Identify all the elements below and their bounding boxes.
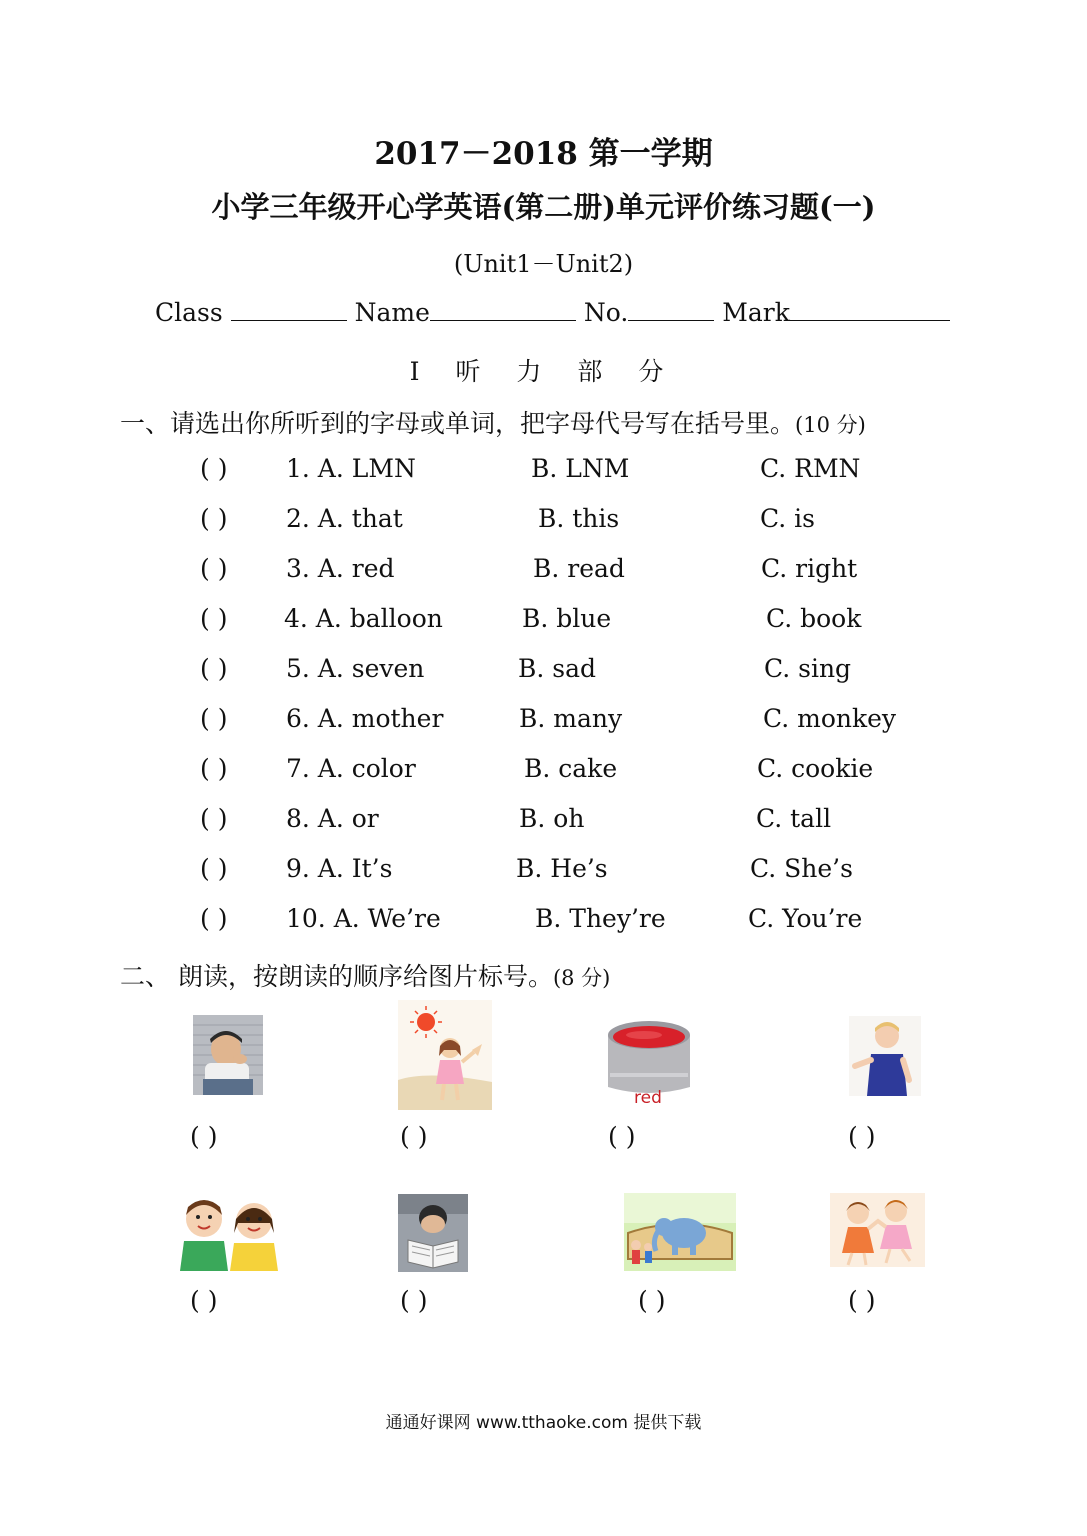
option-c: C. RMN [760, 454, 861, 483]
answer-paren[interactable]: ( ) [200, 504, 228, 533]
listening-section-title: I 听 力 部 分 [409, 357, 678, 386]
answer-paren[interactable]: ( ) [200, 654, 228, 683]
answer-paren[interactable]: ( ) [200, 854, 228, 883]
option-c: C. You’re [748, 904, 863, 933]
question-two-text: 二、 朗读，按朗读的顺序给图片标号。 [120, 962, 553, 991]
answer-paren[interactable]: ( ) [638, 1286, 666, 1315]
red-paint-can-picture [604, 1015, 694, 1110]
question-row [0, 604, 1087, 644]
option-a: 10. A. We’re [286, 904, 441, 933]
option-a: 9. A. It’s [286, 854, 393, 883]
question-row [0, 554, 1087, 594]
question-row [0, 804, 1087, 844]
option-c: C. tall [756, 804, 832, 833]
question-row [0, 654, 1087, 694]
question-two-points: (8 分) [552, 966, 611, 990]
answer-paren[interactable]: ( ) [200, 704, 228, 733]
option-b: B. cake [524, 754, 618, 783]
option-a: 7. A. color [286, 754, 416, 783]
question-one-points: (10 分) [795, 413, 866, 437]
mark-blank[interactable] [790, 298, 950, 321]
option-b: B. read [533, 554, 625, 583]
mark-label: Mark [722, 298, 790, 327]
student-info-line [155, 298, 950, 327]
pointing-boy-picture [849, 1016, 921, 1096]
class-label: Class [155, 298, 223, 327]
elephant-zoo-picture [624, 1193, 736, 1271]
question-row [0, 504, 1087, 544]
question-row [0, 454, 1087, 494]
reading-boy-picture [398, 1194, 468, 1272]
unit-range: (Unit1－Unit2) [453, 250, 634, 278]
option-a: 1. A. LMN [286, 454, 416, 483]
option-c: C. book [766, 604, 862, 633]
question-row [0, 854, 1087, 894]
option-a: 3. A. red [286, 554, 395, 583]
option-b: B. blue [522, 604, 612, 633]
footer-source: 通通好课网 www.tthaoke.com 提供下载 [385, 1413, 702, 1433]
answer-paren[interactable]: ( ) [848, 1122, 876, 1151]
question-row [0, 754, 1087, 794]
answer-paren[interactable]: ( ) [200, 804, 228, 833]
question-one-heading [120, 404, 866, 440]
option-b: B. He’s [516, 854, 608, 883]
option-b: B. LNM [531, 454, 630, 483]
question-one-text: 一、请选出你所听到的字母或单词，把字母代号写在括号里。 [120, 409, 796, 438]
option-c: C. right [761, 554, 858, 583]
answer-paren[interactable]: ( ) [190, 1122, 218, 1151]
option-b: B. many [519, 704, 623, 733]
answer-paren[interactable]: ( ) [200, 904, 228, 933]
question-row [0, 904, 1087, 944]
option-b: B. They’re [535, 904, 666, 933]
answer-paren[interactable]: ( ) [200, 454, 228, 483]
answer-paren[interactable]: ( ) [200, 554, 228, 583]
option-a: 2. A. that [286, 504, 403, 533]
class-blank[interactable] [231, 298, 347, 321]
option-b: B. oh [519, 804, 585, 833]
option-b: B. sad [518, 654, 597, 683]
name-blank[interactable] [430, 298, 576, 321]
red-label: red [634, 1088, 662, 1108]
option-a: 6. A. mother [286, 704, 444, 733]
option-c: C. monkey [763, 704, 897, 733]
option-a: 8. A. or [286, 804, 379, 833]
answer-paren[interactable]: ( ) [608, 1122, 636, 1151]
answer-paren[interactable]: ( ) [200, 754, 228, 783]
no-label: No. [583, 298, 629, 327]
exam-title: 小学三年级开心学英语(第二册)单元评价练习题(一) [211, 190, 876, 224]
option-c: C. She’s [750, 854, 853, 883]
option-c: C. cookie [757, 754, 874, 783]
question-two-heading [120, 957, 610, 993]
sad-boy-picture [193, 1015, 263, 1095]
option-a: 5. A. seven [286, 654, 425, 683]
no-blank[interactable] [628, 298, 714, 321]
two-girls-dancing-picture [830, 1193, 925, 1267]
term-title: 2017－2018 第一学期 [374, 136, 713, 172]
two-kids-talking-picture [174, 1193, 286, 1271]
name-label: Name [354, 298, 430, 327]
option-c: C. is [760, 504, 815, 533]
answer-paren[interactable]: ( ) [200, 604, 228, 633]
question-row [0, 704, 1087, 744]
option-c: C. sing [764, 654, 852, 683]
option-b: B. this [538, 504, 620, 533]
answer-paren[interactable]: ( ) [190, 1286, 218, 1315]
answer-paren[interactable]: ( ) [400, 1122, 428, 1151]
answer-paren[interactable]: ( ) [400, 1286, 428, 1315]
option-a: 4. A. balloon [284, 604, 443, 633]
hot-girl-picture [398, 1000, 492, 1110]
answer-paren[interactable]: ( ) [848, 1286, 876, 1315]
